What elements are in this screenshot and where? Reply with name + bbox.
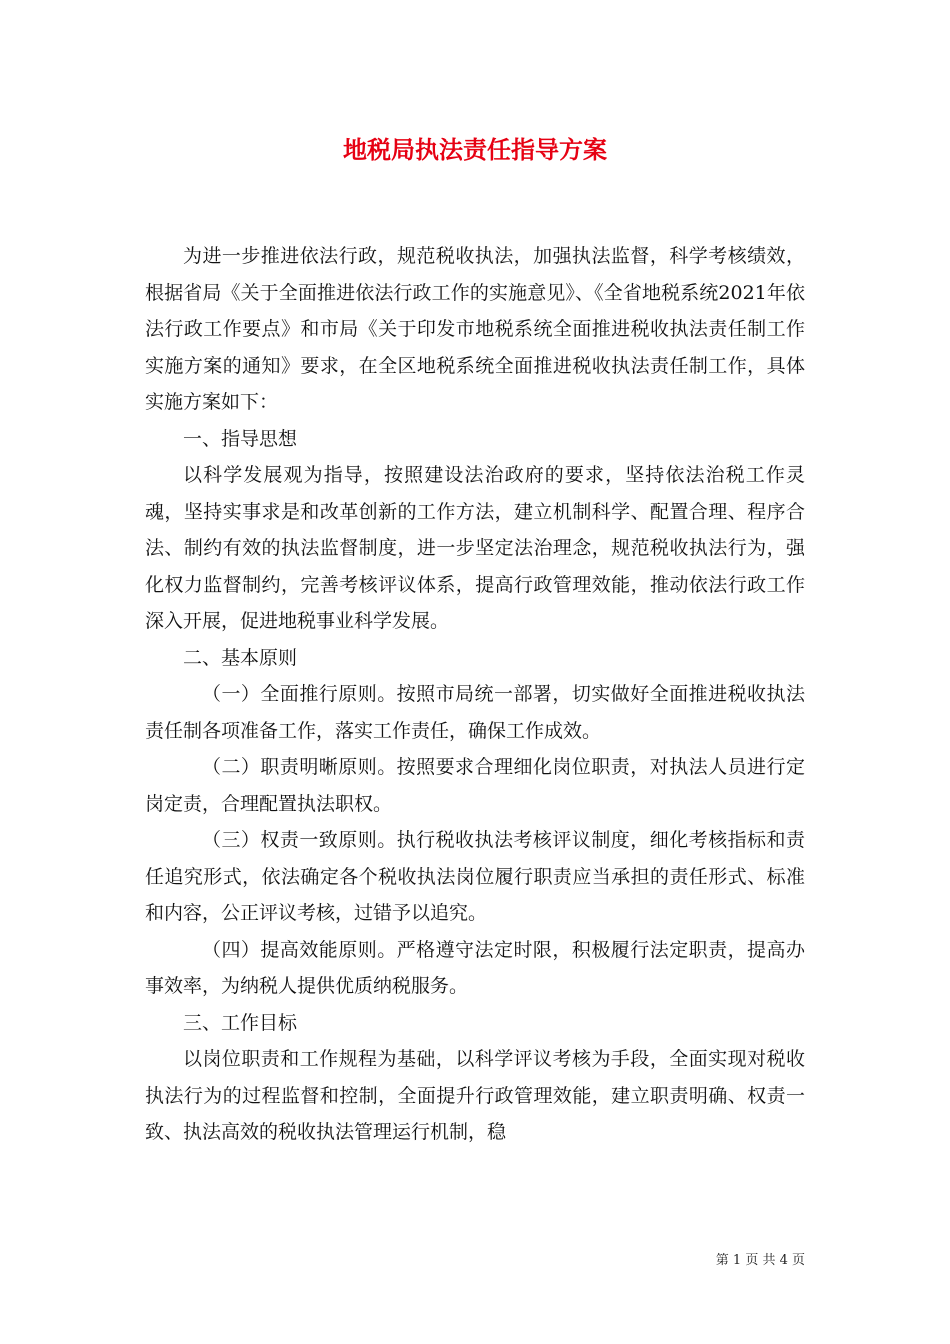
guiding-ideology-paragraph: 以科学发展观为指导，按照建设法治政府的要求，坚持依法治税工作灵魂，坚持实事求是和改革创新的工作方法，建立机制科学、配置合理、程序合法、制约有效的执法监督制度，进一步坚定法治理念，规范税收执法行为，强化权力监督制约，完善考核评议体系，提高行政管理效能，推动依法行政工作深入开展，促进地税事业科学发展。 [145, 464, 805, 632]
page-number-footer: 第 1 页 共 4 页 [715, 1253, 805, 1268]
principle-4-paragraph: （四）提高效能原则。严格遵守法定时限，积极履行法定职责，提高办事效率，为纳税人提供优质纳税服务。 [145, 938, 805, 997]
intro-paragraph: 为进一步推进依法行政，规范税收执法，加强执法监督，科学考核绩效，根据省局《关于全面推进依法行政工作的实施意见》、《全省地税系统2021年依法行政工作要点》和市局《关于印发市地税系统全面推进税收执法责任制工作实施方案的通知》要求，在全区地税系统全面推进税收执法责任制工作，具体实施方案如下： [145, 245, 805, 413]
document-body [145, 238, 805, 1151]
principle-2-paragraph: （二）职责明晰原则。按照要求合理细化岗位职责，对执法人员进行定岗定责，合理配置执法职权。 [145, 756, 805, 815]
work-goals-paragraph: 以岗位职责和工作规程为基础，以科学评议考核为手段，全面实现对税收执法行为的过程监督和控制，全面提升行政管理效能，建立职责明确、权责一致、执法高效的税收执法管理运行机制，稳 [145, 1048, 805, 1143]
section-heading-work-goals: 三、工作目标 [183, 1011, 298, 1034]
section-heading-guiding-ideology: 一、指导思想 [183, 427, 298, 450]
document-title: 地税局执法责任指导方案 [343, 135, 607, 164]
principle-1-paragraph: （一）全面推行原则。按照市局统一部署，切实做好全面推进税收执法责任制各项准备工作，落实工作责任，确保工作成效。 [145, 683, 805, 742]
section-heading-basic-principles: 二、基本原则 [183, 646, 298, 669]
principle-3-paragraph: （三）权责一致原则。执行税收执法考核评议制度，细化考核指标和责任追究形式，依法确定各个税收执法岗位履行职责应当承担的责任形式、标准和内容，公正评议考核，过错予以追究。 [145, 829, 805, 924]
